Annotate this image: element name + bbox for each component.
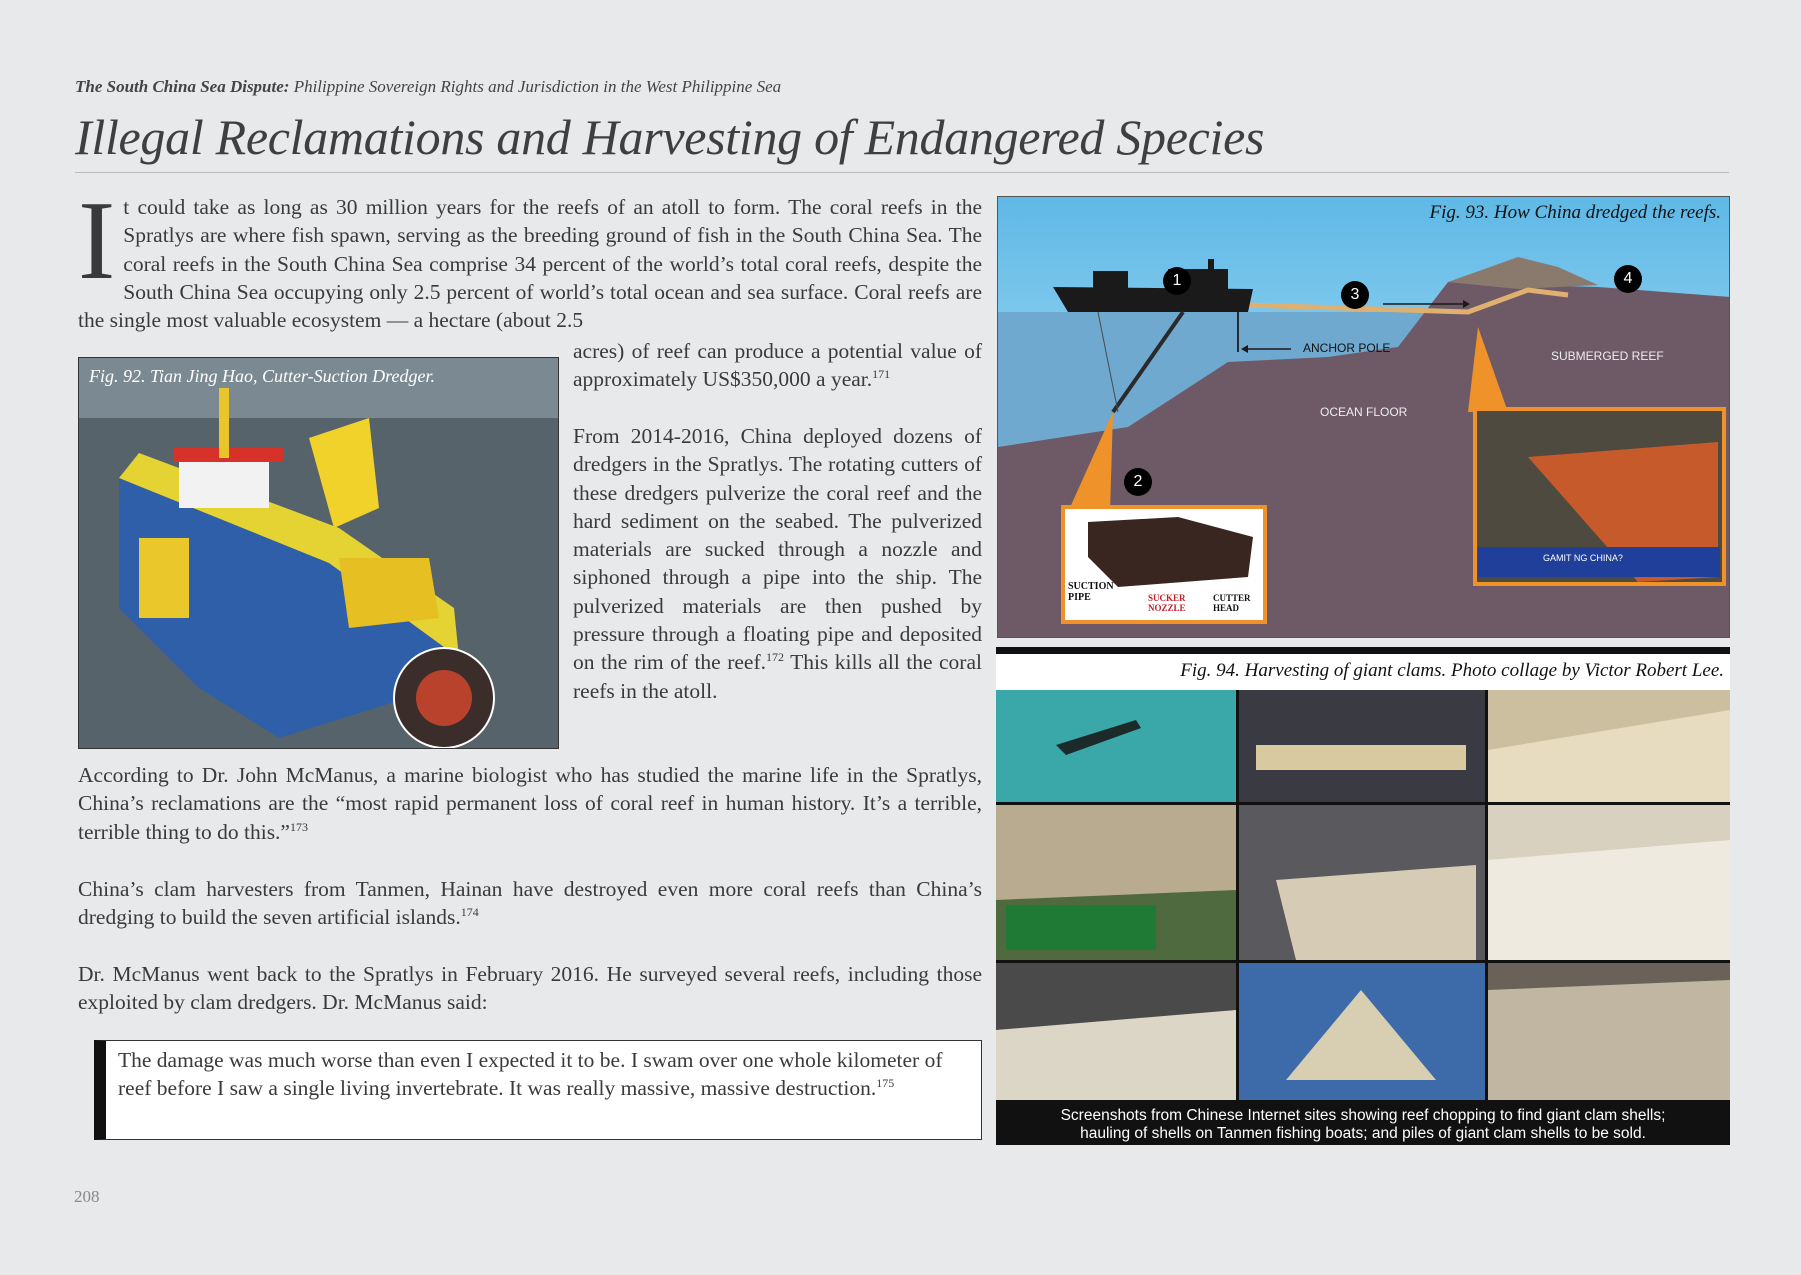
fig94-footer [996, 1107, 1730, 1143]
drop-cap: I [78, 179, 116, 303]
survey-paragraph [78, 960, 982, 1017]
block-quote [94, 1040, 982, 1140]
label-cutter-head: CUTTER HEAD [1213, 593, 1251, 613]
label-submerged-reef: SUBMERGED REEF [1551, 349, 1664, 363]
intro-text: t could take as long as 30 million years for the reefs of an atoll to form. The coral reefs in the Spratlys are where fish spawn, serving as the breeding ground of fish in the South China Sea. The coral reefs in the South China Sea comprise 34 percent of the world’s total coral reefs, despite the South China Sea occupying only 2.5 percent of world’s total ocean and sea surface. Coral reefs are the single most valuable ecosystem — a hectare (about 2.5 [78, 195, 982, 333]
footnote-ref[interactable]: 171 [872, 367, 891, 382]
intro-paragraph [78, 179, 982, 334]
footnote-ref[interactable]: 174 [460, 905, 479, 920]
dredger-paragraph [573, 422, 982, 705]
footnote-ref[interactable]: 175 [876, 1076, 895, 1090]
marker-1: 1 [1163, 267, 1191, 295]
fig92-caption: Fig. 92. Tian Jing Hao, Cutter-Suction Dredger. [89, 366, 435, 386]
book-subtitle: Philippine Sovereign Rights and Jurisdiction in the West Philippine Sea [293, 77, 782, 96]
footnote-ref[interactable]: 172 [765, 650, 784, 665]
fig92-dredger-photo [78, 357, 559, 749]
fig94-footer-line-2: hauling of shells on Tanmen fishing boats; and piles of giant clam shells to be sold. [1080, 1125, 1646, 1142]
dredger-illustration [79, 358, 559, 749]
fig94-footer-line-1: Screenshots from Chinese Internet sites showing reef chopping to find giant clam shells; [1060, 1107, 1666, 1124]
quote-text: The damage was much worse than even I expected it to be. I swam over one whole kilometer of reef before I saw a single living invertebrate. It was really massive, massive destruction. [118, 1048, 943, 1100]
mcmanus-text: According to Dr. John McManus, a marine biologist who has studied the marine life in the Spratlys, China’s reclamations are the “most rapid permanent loss of coral reef in human history. It’s a terrible, terrible thing to do this.” [78, 763, 982, 844]
intro-paragraph-continued [573, 337, 982, 394]
clam-harvesters-paragraph [78, 875, 982, 932]
marker-4: 4 [1614, 265, 1642, 293]
marker-2: 2 [1124, 468, 1152, 496]
marker-3: 3 [1341, 281, 1369, 309]
fig93-dredging-diagram [997, 196, 1730, 638]
dredger-text: From 2014-2016, China deployed dozens of dredgers in the Spratlys. The rotating cutters of these dredgers pulverize the coral reef and the hard sediment on the seabed. The pulverized materials are sucked through a nozzle and siphoned through a pipe into the ship. The pulverized materials are then pushed by pressure through a floating pipe and deposited on the rim of the reef. [573, 424, 982, 675]
label-sucker-nozzle: SUCKER NOZZLE [1148, 593, 1186, 613]
survey-text: Dr. McManus went back to the Spratlys in February 2016. He surveyed several reefs, including those exploited by clam dredgers. Dr. McManus said: [78, 962, 982, 1015]
mcmanus-paragraph [78, 761, 982, 846]
fig94-caption-bar [996, 654, 1730, 690]
dredger-text-tail: This kills all the coral reefs in the atoll. [573, 650, 982, 703]
clam-text: China’s clam harvesters from Tanmen, Hainan have destroyed even more coral reefs than China’s dredging to build the seven artificial islands. [78, 877, 982, 930]
page-title: Illegal Reclamations and Harvesting of Endangered Species [75, 109, 1265, 165]
running-head [75, 77, 781, 97]
label-suction-pipe: SUCTION PIPE [1068, 581, 1114, 603]
intro-cont-text: acres) of reef can produce a potential value of approximately US$350,000 a year. [573, 339, 982, 392]
fig93-caption: Fig. 93. How China dredged the reefs. [1429, 202, 1721, 223]
fig94-caption: Fig. 94. Harvesting of giant clams. Photo collage by Victor Robert Lee. [1180, 660, 1724, 681]
label-anchor-pole: ANCHOR POLE [1303, 341, 1391, 355]
footnote-ref[interactable]: 173 [289, 819, 308, 834]
page-number: 208 [74, 1187, 100, 1206]
label-ocean-floor: OCEAN FLOOR [1320, 405, 1408, 419]
inset-banner-text: GAMIT NG CHINA? [1543, 553, 1623, 563]
title-divider [75, 172, 1729, 173]
book-title: The South China Sea Dispute: [75, 77, 290, 96]
collage-grid [996, 690, 1730, 1145]
fig94-clam-collage [996, 647, 1730, 1145]
